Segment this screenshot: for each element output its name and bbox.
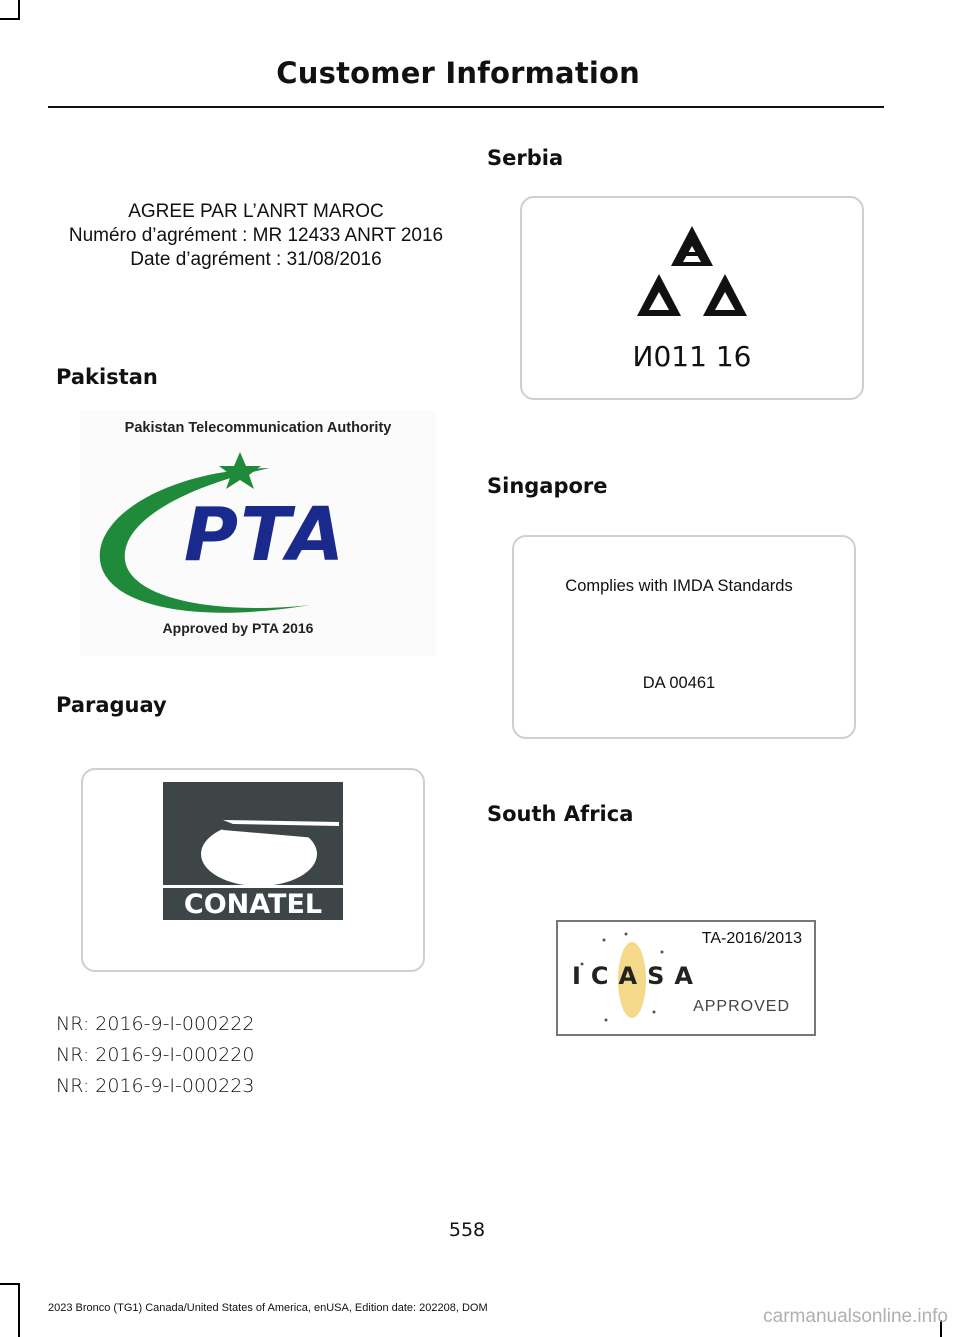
pta-logo	[80, 410, 436, 656]
crop-mark	[18, 1283, 20, 1337]
page-title: Customer Information	[276, 56, 640, 90]
imda-compliance-text: Complies with IMDA Standards	[565, 577, 793, 595]
pakistan-heading: Pakistan	[56, 365, 158, 389]
serbia-code: И011 16	[632, 340, 752, 373]
pta-approval: Approved by PTA 2016	[162, 620, 314, 636]
morocco-line: Numéro d’agrément : MR 12433 ANRT 2016	[68, 225, 444, 246]
conatel-emblem	[163, 782, 343, 920]
south-africa-heading: South Africa	[487, 802, 634, 826]
serbia-heading: Serbia	[487, 146, 564, 170]
triangle-mark-icon	[637, 222, 747, 322]
morocco-line: AGREE PAR L’ANRT MAROC	[128, 201, 384, 222]
serbia-mark-box	[520, 196, 864, 400]
imda-label-box	[512, 535, 856, 739]
morocco-approval	[56, 200, 456, 272]
edition-note: 2023 Bronco (TG1) Canada/United States of America, enUSA, Edition date: 202208, DOM	[48, 1302, 488, 1314]
icasa-label	[556, 920, 816, 1036]
icasa-ta-number: TA-2016/2013	[701, 930, 802, 947]
icasa-logo-text: ICASA	[572, 962, 703, 990]
crop-mark	[0, 18, 20, 20]
icasa-approved: APPROVED	[693, 998, 790, 1015]
pta-acronym: PTA	[183, 492, 347, 578]
conatel-mark-icon	[163, 782, 343, 892]
paraguay-number: NR: 2016-9-I-000220	[56, 1044, 255, 1066]
pta-authority: Pakistan Telecommunication Authority	[124, 420, 392, 436]
singapore-heading: Singapore	[487, 474, 608, 498]
conatel-name: CONATEL	[163, 885, 343, 921]
crop-mark	[18, 0, 20, 20]
paraguay-number: NR: 2016-9-I-000223	[56, 1075, 255, 1097]
title-rule	[48, 106, 884, 108]
morocco-line: Date d’agrément : 31/08/2016	[130, 249, 382, 270]
paraguay-heading: Paraguay	[56, 693, 167, 717]
conatel-logo-box	[81, 768, 425, 972]
imda-number: DA 00461	[642, 674, 716, 692]
page-number: 558	[448, 1219, 486, 1241]
watermark: carmanualsonline.info	[763, 1306, 948, 1327]
crop-mark	[0, 1283, 20, 1285]
paraguay-number: NR: 2016-9-I-000222	[56, 1013, 255, 1035]
